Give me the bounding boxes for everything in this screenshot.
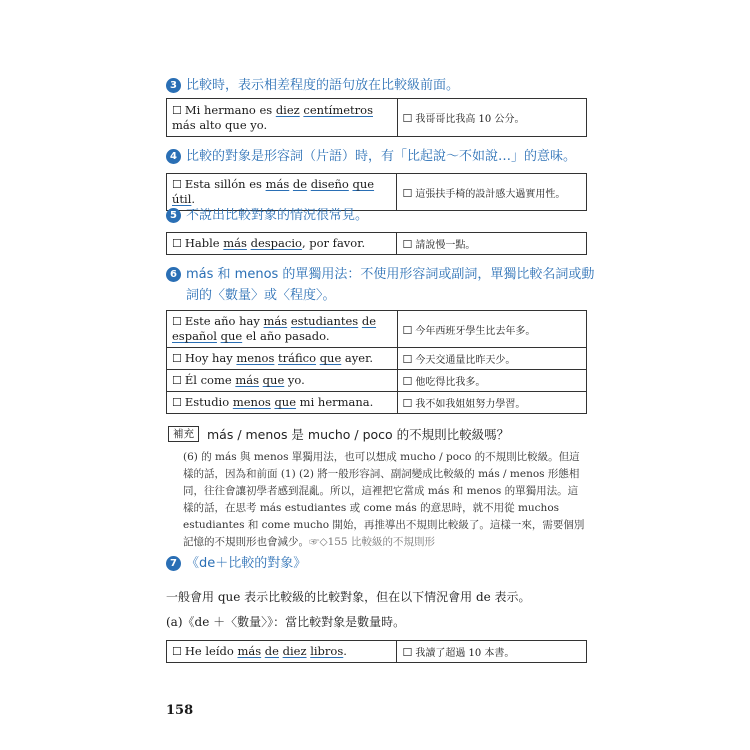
chinese-translation <box>397 348 587 370</box>
translation-text: 今年西班牙學生比去年多。 <box>415 325 536 337</box>
underlined-word: de <box>264 644 279 658</box>
underlined-word: más <box>265 177 290 191</box>
checkbox-icon: ☐ <box>402 353 413 366</box>
chinese-translation <box>397 311 587 348</box>
text-segment: Esta sillón es <box>184 177 266 191</box>
supplement-heading <box>168 425 509 443</box>
checkbox-icon: ☐ <box>172 315 182 328</box>
section-number-badge: 5 <box>166 208 181 223</box>
spanish-sentence <box>167 311 398 348</box>
underlined-word: diseño <box>310 177 349 191</box>
supplement-tag: 補充 <box>168 426 199 442</box>
underlined-word: más <box>237 644 262 658</box>
page-number: 158 <box>166 703 194 718</box>
translation-text: 請說慢一點。 <box>415 240 476 251</box>
spanish-sentence <box>167 392 398 414</box>
section-6-heading <box>166 264 606 306</box>
underlined-word: libros <box>310 644 344 658</box>
underlined-word: español <box>172 329 217 343</box>
chinese-translation <box>397 370 587 392</box>
supplement-body <box>183 449 588 551</box>
translation-text: 我讀了超過 10 本書。 <box>415 648 515 659</box>
text-segment: mi hermana. <box>296 395 374 409</box>
underlined-word: menos <box>236 351 275 365</box>
section-number-badge: 7 <box>166 556 181 571</box>
section-7-body-line: 一般會用 que 表示比較級的比較對象，但在以下情況會用 de 表示。 <box>166 590 531 604</box>
table-row <box>167 641 587 663</box>
text-segment: Este año hay <box>184 314 264 328</box>
checkbox-icon: ☐ <box>172 237 182 250</box>
section-4-heading <box>166 146 576 167</box>
translation-text: 今天交通量比昨天少。 <box>415 355 516 366</box>
text-segment: yo. <box>284 373 305 387</box>
checkbox-icon: ☐ <box>172 374 182 387</box>
supplement-text: (6) 的 más 與 menos 單獨用法，也可以想成 mucho / poco 的不規則比較級。但這樣的話，因為和前面 (1) (2) 將一般形容詞、副詞變成比較級的 más / menos 形態相同，往往會讓初學者感到混亂。所以，這裡把它當成 más 和 menos 的單獨用法。這樣的話，在思考 más estudiantes 或 come más 的意思時，就不用從 muchos estudiantes 和 come mucho 開始，再推導出不規則比較級了。這樣一來，需要個別記憶的不規則形也會減少。 <box>183 451 585 548</box>
checkbox-icon: ☐ <box>172 645 182 658</box>
underlined-word: que <box>220 329 243 343</box>
underlined-word: que <box>262 373 285 387</box>
spanish-sentence <box>167 370 398 392</box>
checkbox-icon: ☐ <box>402 238 413 251</box>
table-row <box>167 348 587 370</box>
underlined-word: diez <box>275 102 300 117</box>
chinese-translation <box>397 99 587 137</box>
section-heading-text: 比較時，表示相差程度的語句放在比較級前面。 <box>186 78 460 93</box>
table-row <box>167 392 587 414</box>
underlined-word: tráfico <box>278 351 317 365</box>
underlined-word: menos <box>232 395 271 409</box>
section-number-badge: 4 <box>166 149 181 164</box>
checkbox-icon: ☐ <box>402 397 413 410</box>
text-segment: Estudio <box>184 395 233 409</box>
supplement-title: más / menos 是 mucho / poco 的不規則比較級嗎？ <box>207 427 510 442</box>
underlined-word: útil <box>172 192 192 206</box>
chinese-translation <box>397 392 587 414</box>
checkbox-icon: ☐ <box>402 375 413 388</box>
spanish-sentence <box>167 348 398 370</box>
section-7-heading <box>166 553 306 574</box>
section-heading-text: más 和 menos 的單獨用法：不使用形容詞或副詞，單獨比較名詞或動詞的〈數量〉或〈程度〉。 <box>186 267 595 303</box>
underlined-word: centímetros <box>303 102 373 117</box>
checkbox-icon: ☐ <box>172 352 182 365</box>
spanish-sentence <box>167 233 397 255</box>
chinese-translation <box>397 641 587 663</box>
checkbox-icon: ☐ <box>172 396 182 409</box>
text-segment: Hoy hay <box>184 351 237 365</box>
table-row <box>167 99 587 137</box>
checkbox-icon: ☐ <box>172 178 182 191</box>
table-row <box>167 311 587 348</box>
checkbox-icon: ☐ <box>402 323 413 337</box>
section-heading-text: 比較的對象是形容詞（片語）時，有「比起說～不如說…」的意味。 <box>186 149 577 164</box>
table-row <box>167 370 587 392</box>
underlined-word: más <box>235 373 260 387</box>
underlined-word: más <box>223 236 247 250</box>
section-heading-text: 不說出比較對象的情況很常見。 <box>186 208 369 223</box>
checkbox-icon: ☐ <box>402 186 413 200</box>
section-heading-text: 《de＋比較的對象》 <box>186 556 307 571</box>
example-table-7 <box>166 640 587 663</box>
underlined-word: que <box>274 395 297 409</box>
text-segment: el año pasado. <box>242 329 330 343</box>
text-segment: Hable <box>184 236 224 250</box>
translation-text: 我不如我姐姐努力學習。 <box>415 399 526 410</box>
underlined-word: más <box>263 314 288 328</box>
text-segment: . <box>343 644 347 658</box>
text-segment: , por favor. <box>301 236 366 250</box>
translation-text: 我哥哥比我高 10 公分。 <box>415 114 525 125</box>
cross-reference-link: ☞◇155 比較級的不規則形 <box>309 536 435 548</box>
text-segment: Mi hermano es <box>184 102 276 117</box>
underlined-word: que <box>352 177 375 191</box>
checkbox-icon: ☐ <box>172 103 182 117</box>
text-segment: He leído <box>184 644 238 658</box>
underlined-word: de <box>292 177 308 191</box>
example-table-6 <box>166 310 587 414</box>
underlined-word: de <box>361 314 377 328</box>
text-segment: Él come <box>184 373 236 387</box>
section-5-heading <box>166 205 368 226</box>
example-table-3 <box>166 98 587 137</box>
checkbox-icon: ☐ <box>402 112 413 125</box>
section-3-heading <box>166 75 459 96</box>
text-segment: ayer. <box>341 351 373 365</box>
section-number-badge: 3 <box>166 78 181 93</box>
underlined-word: despacio <box>250 236 302 250</box>
section-7-subpoint-a: (a)《de ＋〈數量〉》：當比較對象是數量時。 <box>166 615 406 629</box>
text-segment: . <box>191 192 196 206</box>
spanish-sentence <box>167 99 398 137</box>
example-table-5 <box>166 232 587 255</box>
table-row <box>167 233 587 255</box>
checkbox-icon: ☐ <box>402 646 413 659</box>
section-number-badge: 6 <box>166 267 181 282</box>
text-segment: más alto que yo. <box>172 117 268 132</box>
spanish-sentence <box>167 641 397 663</box>
underlined-word: estudiantes <box>290 314 359 328</box>
chinese-translation <box>397 233 587 255</box>
translation-text: 這張扶手椅的設計感大過實用性。 <box>415 188 566 200</box>
underlined-word: que <box>319 351 342 365</box>
underlined-word: diez <box>282 644 307 658</box>
chinese-translation <box>397 174 587 211</box>
translation-text: 他吃得比我多。 <box>415 377 486 388</box>
